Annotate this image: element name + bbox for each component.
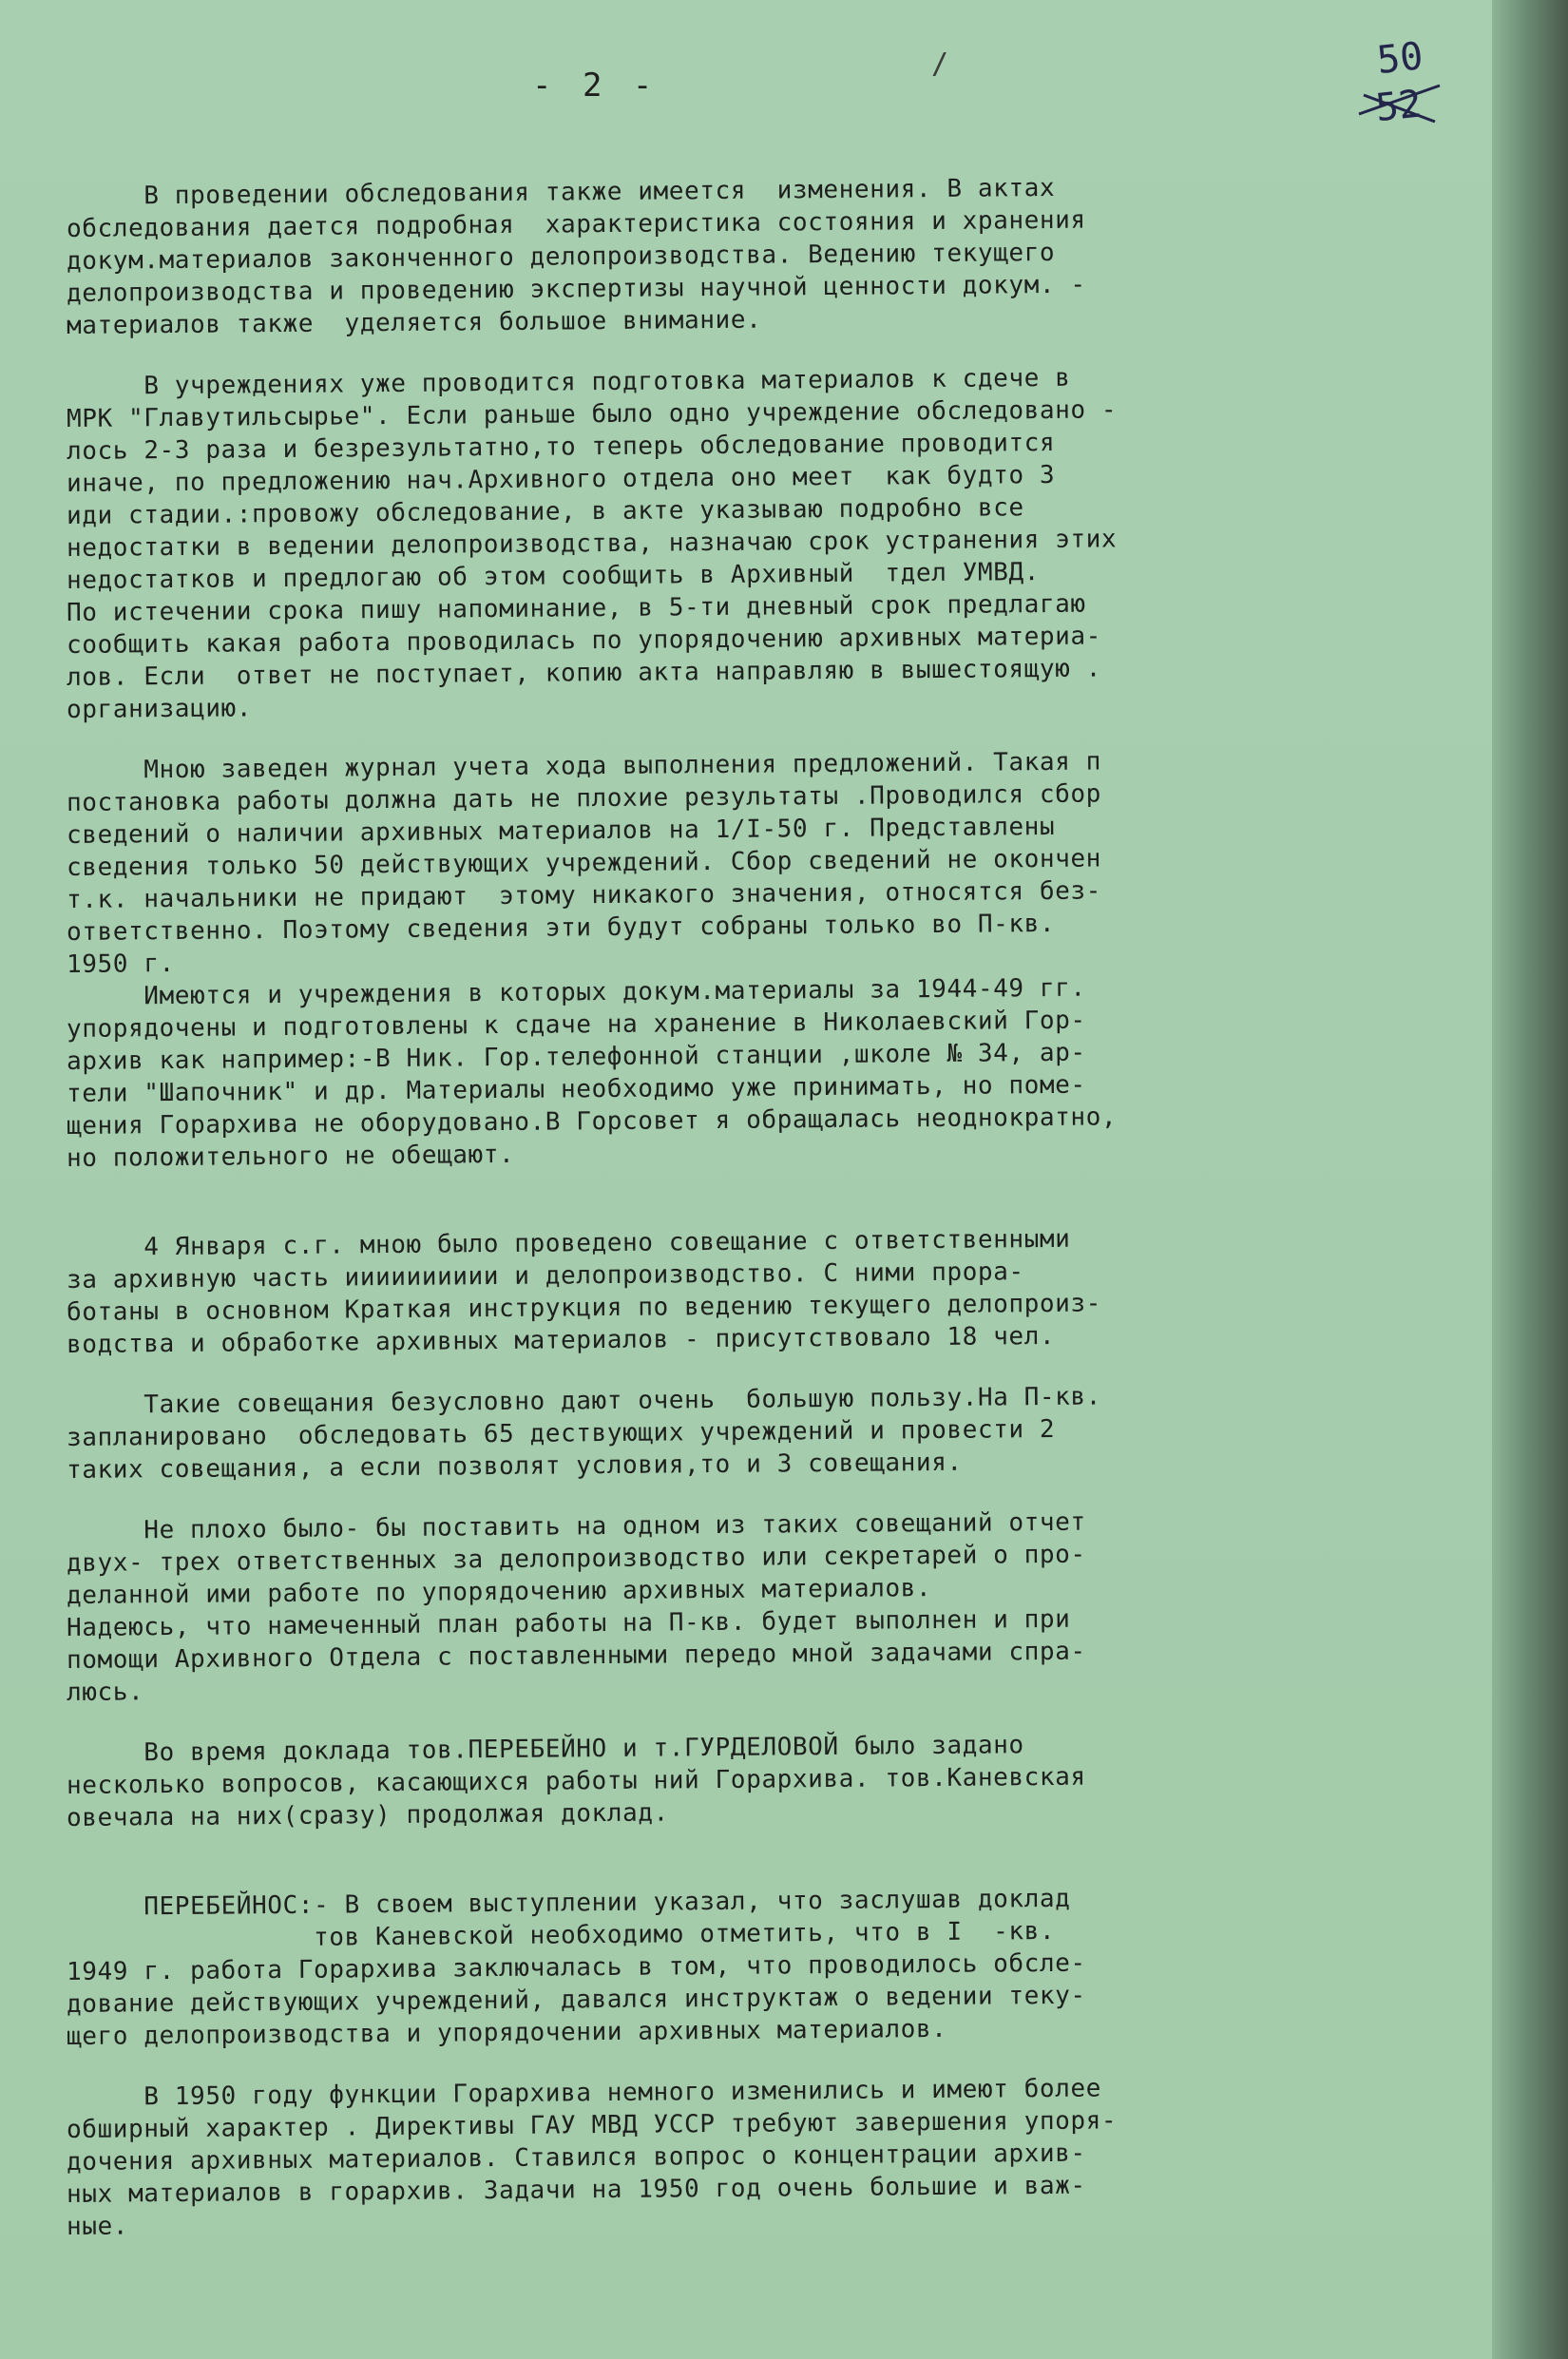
text-line: тели "Шапочник" и др. Материалы необходимо уже принимать, но поме- <box>66 1070 1086 1108</box>
text-line: Такие совещания безусловно дают очень большую пользу.На П-кв. <box>66 1382 1102 1420</box>
text-line: иначе, по предложению нач.Архивного отдела оно меет как будто 3 <box>66 460 1056 498</box>
text-line: упорядочены и подготовлены к сдаче на хранение в Николаевский Гор- <box>66 1006 1086 1044</box>
text-line: лось 2-3 раза и безрезультатно,то теперь обследование проводится <box>66 428 1056 466</box>
text-line: лов. Если ответ не поступает, копию акта направляю в вышестоящую . <box>66 654 1102 692</box>
text-line: По истечении срока пишу напоминание, в 5-ти дневный срок предлагаю <box>66 589 1086 627</box>
text-line: обширный характер . Директивы ГАУ МВД УССР требуют завершения упоря- <box>66 2106 1118 2144</box>
text-line: ные. <box>66 2212 129 2241</box>
text-line: архив как например:-В Ник. Гор.телефонной станции ,школе № 34, ар- <box>66 1038 1086 1076</box>
text-line: В проведении обследования также имеется изменения. В актах <box>66 173 1056 211</box>
text-line: недостатки в ведении делопроизводства, назначаю срок устранения этих <box>66 525 1118 563</box>
archive-sheet-number-current: 50 <box>1374 34 1425 84</box>
text-line: щения Горархива не оборудовано.В Горсовет я обращалась неоднократно, <box>66 1103 1118 1141</box>
archive-sheet-number-stamp <box>1340 29 1454 133</box>
page-number: - 2 - <box>532 67 659 105</box>
text-line: Не плохо было- бы поставить на одном из таких совещаний отчет <box>66 1507 1086 1545</box>
text-line: ответственно. Поэтому сведения эти будут собраны только во П-кв. <box>66 909 1056 947</box>
text-line: ных материалов в горархив. Задачи на 1950 год очень большие и важ- <box>66 2171 1086 2209</box>
text-line: организацию. <box>66 694 253 724</box>
text-line: ботаны в основном Краткая инструкция по ведению текущего делопроиз- <box>66 1289 1102 1327</box>
text-line: дование действующих учреждений, давался инструктаж о ведении теку- <box>66 1981 1086 2019</box>
paragraph-gap <box>67 1175 1482 1203</box>
text-line: 4 Января с.г. мною было проведено совещание с ответственными <box>66 1224 1071 1262</box>
page-stack-edge <box>1492 0 1568 2359</box>
text-line: но положительного не обещают. <box>66 1140 515 1173</box>
text-line: иди стадии.:провожу обследование, в акте указываю подробно все <box>66 493 1024 530</box>
text-line: Во время доклада тов.ПЕРЕБЕЙНО и т.ГУРДЕЛОВОЙ было задано <box>66 1731 1024 1768</box>
paragraph-gap <box>67 1834 1482 1863</box>
text-line: постановка работы должна дать не плохие результаты .Проводился сбор <box>66 779 1102 817</box>
text-line: ПЕРЕБЕЙНОС:- В своем выступлении указал, что заслушав доклад <box>66 1884 1071 1922</box>
text-line: Надеюсь, что намеченный план работы на П-кв. будет выполнен и при <box>66 1604 1071 1642</box>
text-line: овечала на них(сразу) продолжая доклад. <box>66 1798 669 1832</box>
text-line: дочения архивных материалов. Ставился вопрос о концентрации архив- <box>66 2138 1086 2177</box>
text-line: несколько вопросов, касающихся работы ний Горархива. тов.Каневская <box>66 1762 1086 1800</box>
text-line: сообщить какая работа проводилась по упорядочению архивных материа- <box>66 622 1102 660</box>
text-line: 1949 г. работа Горархива заключалась в том, что проводилось обсле- <box>66 1948 1086 1986</box>
text-line: щего делопроизводства и упорядочении архивных материалов. <box>66 2014 947 2051</box>
text-line: таких совещания, а если позволят условия,то и 3 совещания. <box>66 1448 963 1485</box>
text-line: В учреждениях уже проводится подготовка материалов к сдече в <box>66 363 1071 401</box>
text-line: водства и обработке архивных материалов - присутствовало 18 чел. <box>66 1321 1056 1359</box>
text-line: двух- трех ответственных за делопроизводство или секретарей о про- <box>66 1540 1086 1578</box>
pencil-tick-mark: / <box>931 48 949 81</box>
text-line: 1950 г. <box>66 949 175 979</box>
text-line: материалов также уделяется большое внимание. <box>66 305 762 340</box>
text-line: помощи Архивного Отдела с поставленными передо мной задачами спра- <box>66 1637 1086 1675</box>
text-line: МРК "Главутильсырье". Если раньше было одно учреждение обследовано - <box>66 395 1118 433</box>
text-line: за архивную часть ииииииииии и делопроизводство. С ними прора- <box>66 1257 1024 1295</box>
archive-sheet-number-crossed: 52 <box>1373 82 1425 131</box>
text-line: В 1950 году функции Горархива немного изменились и имеют более <box>66 2074 1102 2112</box>
text-line: недостатков и предлогаю об этом сообщить в Архивный тдел УМВД. <box>66 558 1041 595</box>
text-line: Мною заведен журнал учета хода выполнения предложений. Такая п <box>66 747 1102 785</box>
text-line: делопроизводства и проведению экспертизы научной ценности докум. - <box>66 270 1086 308</box>
typed-text-body <box>66 173 1482 2243</box>
text-line: сведений о наличии архивных материалов на 1/I-50 г. Представлены <box>66 812 1056 850</box>
text-line: тов Каневской необходимо отметить, что в I -кв. <box>66 1916 1056 1954</box>
text-line: Имеются и учреждения в которых докум.материалы за 1944-49 гг. <box>66 973 1086 1011</box>
text-line: т.к. начальники не придают этому никакого значения, относятся без- <box>66 876 1102 914</box>
text-line: обследования дается подробная характеристика состояния и хранения <box>66 205 1086 243</box>
text-line: докум.материалов законченного делопроизводства. Ведению текущего <box>66 238 1056 276</box>
text-line: запланировано обследовать 65 дествующих учреждений и провести 2 <box>66 1414 1056 1452</box>
text-line: люсь. <box>66 1678 144 1707</box>
text-line: деланной ими работе по упорядочению архивных материалов. <box>66 1574 932 1610</box>
text-line: сведения только 50 действующих учреждений. Сбор сведений не окончен <box>66 844 1102 882</box>
